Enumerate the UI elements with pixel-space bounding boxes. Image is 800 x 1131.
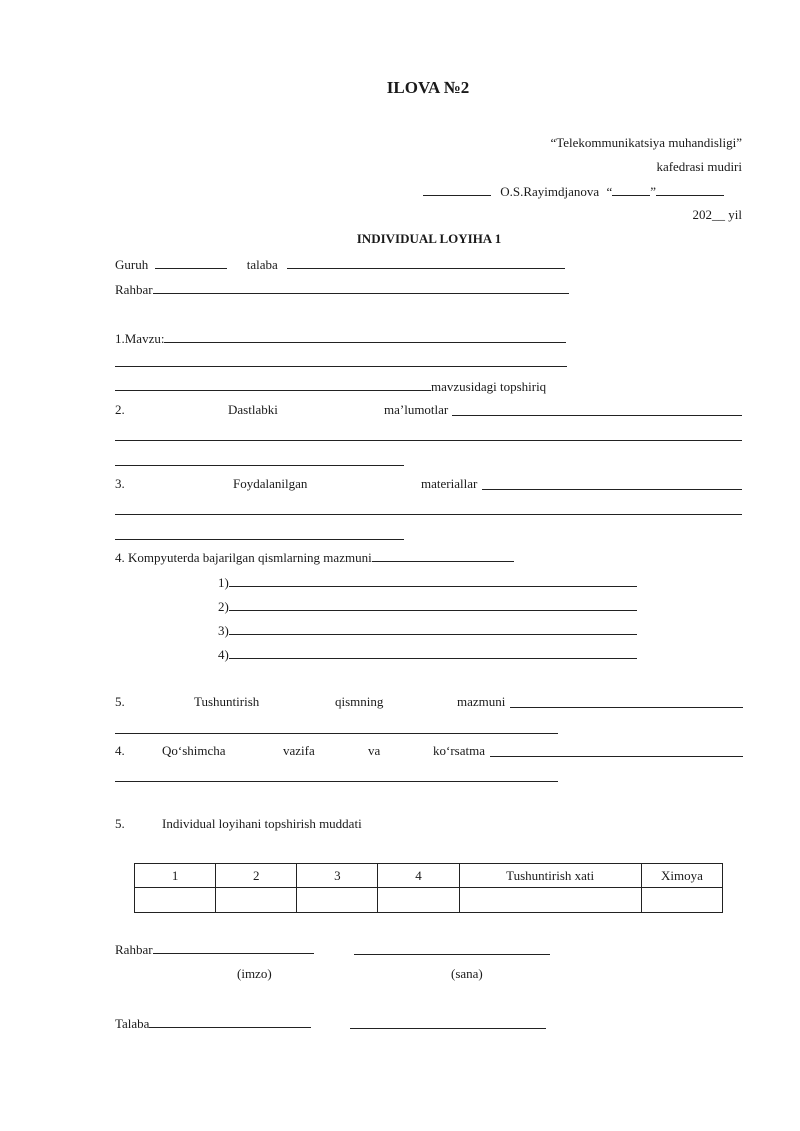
initial-data-word-2: ma’lumotlar	[384, 402, 449, 417]
approval-line	[423, 183, 724, 200]
extra-task-word-3: va	[368, 743, 381, 758]
group-blank[interactable]	[155, 256, 227, 269]
supervisor-date-blank[interactable]	[354, 954, 550, 955]
extra-task-word-4: ko‘rsatma	[433, 743, 485, 758]
list-item-number: 2)	[218, 599, 229, 614]
table-cell[interactable]	[216, 888, 297, 913]
materials-word-1: Foydalanilgan	[233, 476, 308, 491]
supervisor-blank[interactable]	[153, 281, 569, 294]
page-title: ILOVA №2	[386, 78, 470, 97]
table-header-cell: 3	[297, 864, 378, 888]
date-open-quote: “	[606, 184, 613, 199]
day-blank[interactable]	[612, 183, 650, 196]
extra-task-blank-2[interactable]	[115, 781, 558, 782]
deadline-label: Individual loyihani topshirish muddati	[162, 816, 362, 831]
initial-data-blank-3[interactable]	[115, 465, 404, 466]
list-item-number: 4)	[218, 647, 229, 662]
list-item	[218, 574, 637, 591]
topic-label: 1.Mavzu:	[115, 331, 165, 346]
table-cell[interactable]	[459, 888, 641, 913]
extra-task-number: 4.	[115, 743, 125, 758]
topic-blank[interactable]	[164, 330, 566, 343]
list-item-blank[interactable]	[229, 646, 637, 659]
table-cell[interactable]	[135, 888, 216, 913]
materials-blank-3[interactable]	[115, 539, 404, 540]
list-item-number: 3)	[218, 623, 229, 638]
group-line	[115, 256, 565, 273]
table-cell[interactable]	[378, 888, 459, 913]
extra-task-blank-1[interactable]	[490, 756, 743, 757]
list-item-blank[interactable]	[229, 574, 637, 587]
year-line: 202__ yil	[692, 207, 742, 222]
date-close-quote: ”	[650, 184, 656, 199]
materials-number: 3.	[115, 476, 125, 491]
explanation-number: 5.	[115, 694, 125, 709]
student-signature-blank[interactable]	[149, 1015, 311, 1028]
initial-data-blank-2[interactable]	[115, 440, 742, 441]
signatory-name: O.S.Rayimdjanova	[500, 184, 600, 199]
extra-task-word-2: vazifa	[283, 743, 315, 758]
topic-end-line	[115, 378, 546, 395]
materials-word-2: materiallar	[421, 476, 478, 491]
explanation-blank-2[interactable]	[115, 733, 558, 734]
table-header-cell: Ximoya	[641, 864, 722, 888]
list-item-number: 1)	[218, 575, 229, 590]
supervisor-signature-blank[interactable]	[153, 941, 314, 954]
list-item-blank[interactable]	[229, 622, 637, 635]
initial-data-word-1: Dastlabki	[228, 402, 278, 417]
topic-line	[115, 330, 566, 347]
document-heading: INDIVIDUAL LOYIHA 1	[356, 231, 502, 246]
computer-parts-label: 4. Kompyuterda bajarilgan qismlarning mazmuni	[115, 550, 372, 565]
supervisor-signature-label: Rahbar	[115, 942, 153, 957]
extra-task-word-1: Qo‘shimcha	[162, 743, 226, 758]
signature-caption: (imzo)	[237, 966, 272, 981]
explanation-blank-1[interactable]	[510, 707, 743, 708]
computer-parts-blank[interactable]	[372, 549, 514, 562]
student-signature-line	[115, 1015, 311, 1032]
topic-blank-line-2[interactable]	[115, 366, 567, 367]
list-item-blank[interactable]	[229, 598, 637, 611]
student-date-blank[interactable]	[350, 1028, 546, 1029]
supervisor-label: Rahbar	[115, 282, 153, 297]
topic-suffix: mavzusidagi topshiriq	[431, 379, 547, 394]
topic-blank-line-3[interactable]	[115, 378, 431, 391]
explanation-word-3: mazmuni	[457, 694, 506, 709]
table-cell[interactable]	[641, 888, 722, 913]
student-label: talaba	[246, 257, 278, 272]
table-row	[135, 888, 723, 913]
list-item	[218, 622, 637, 639]
table-header-cell: 4	[378, 864, 459, 888]
initial-data-number: 2.	[115, 402, 125, 417]
group-label: Guruh	[115, 257, 149, 272]
supervisor-signature-line	[115, 941, 314, 958]
table-header-cell: 2	[216, 864, 297, 888]
student-blank[interactable]	[287, 256, 565, 269]
explanation-word-1: Tushuntirish	[194, 694, 260, 709]
deadline-number: 5.	[115, 816, 125, 831]
table-header-cell: 1	[135, 864, 216, 888]
signature-blank[interactable]	[423, 183, 491, 196]
student-signature-label: Talaba	[115, 1016, 150, 1031]
table-cell[interactable]	[297, 888, 378, 913]
date-caption: (sana)	[451, 966, 483, 981]
supervisor-line	[115, 281, 569, 298]
materials-blank-1[interactable]	[482, 489, 742, 490]
initial-data-blank-1[interactable]	[452, 415, 742, 416]
computer-parts-line	[115, 549, 514, 566]
list-item	[218, 646, 637, 663]
table-header-cell: Tushuntirish xati	[459, 864, 641, 888]
department-name: “Telekommunikatsiya muhandisligi”	[550, 135, 742, 150]
role-title: kafedrasi mudiri	[656, 159, 742, 174]
list-item	[218, 598, 637, 615]
table-header-row	[135, 864, 723, 888]
month-blank[interactable]	[656, 183, 724, 196]
deadline-table	[134, 863, 723, 913]
explanation-word-2: qismning	[335, 694, 384, 709]
materials-blank-2[interactable]	[115, 514, 742, 515]
